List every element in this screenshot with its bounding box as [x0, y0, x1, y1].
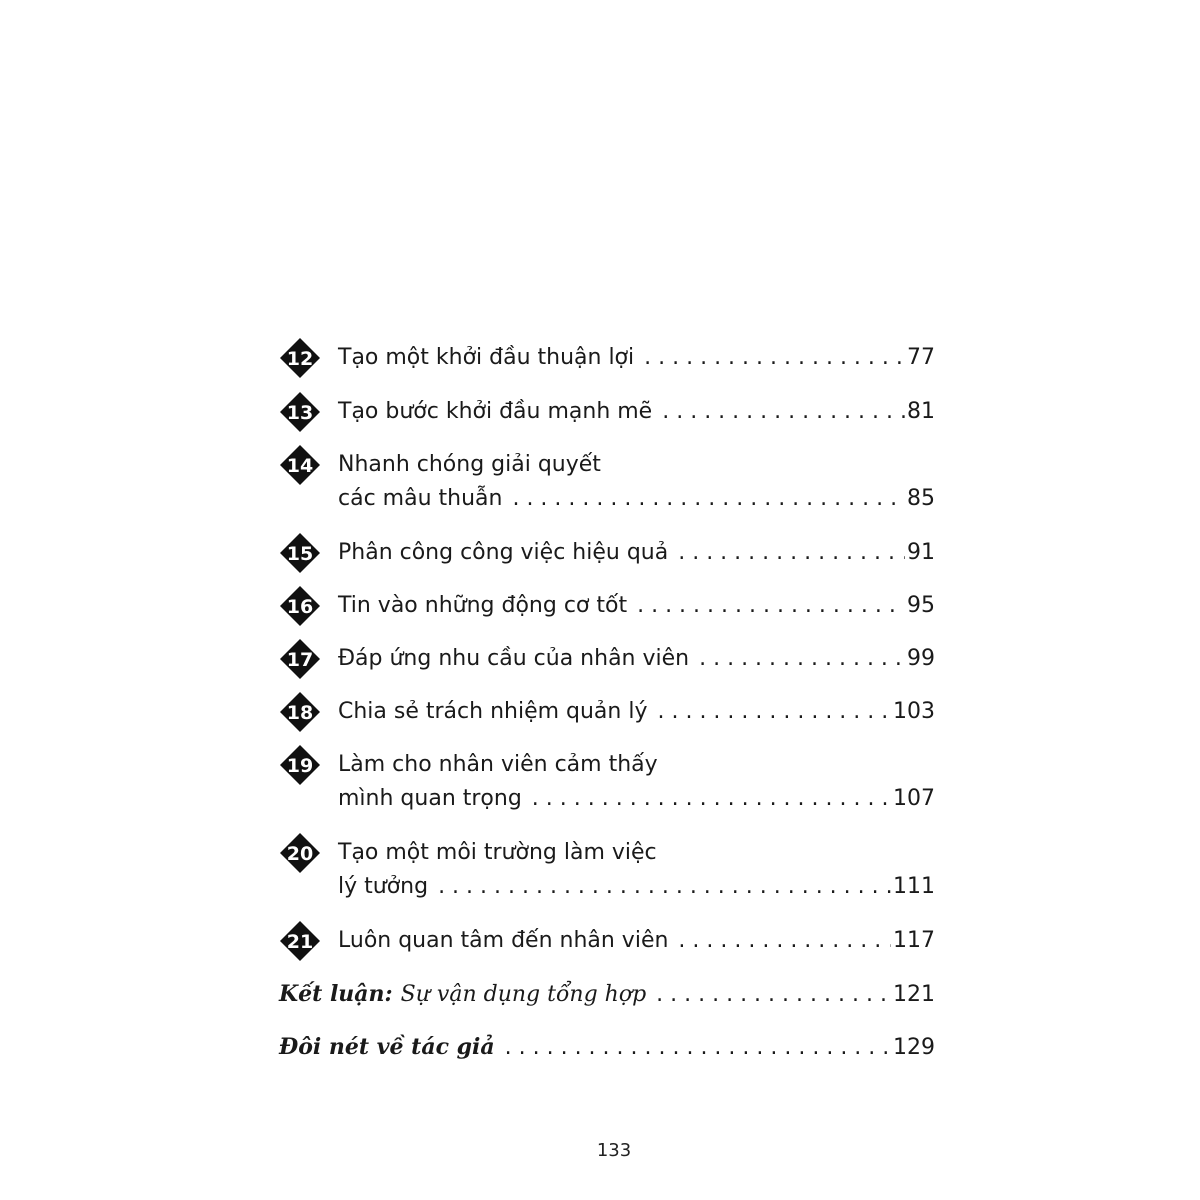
- dot-leader: [637, 589, 905, 623]
- entry-title: Luôn quan tâm đến nhân viên: [338, 928, 669, 953]
- chapter-number: 20: [286, 843, 314, 865]
- chapter-number-badge: [279, 444, 321, 486]
- entry-page: 95: [907, 593, 935, 618]
- chapter-number: 21: [286, 931, 314, 953]
- chapter-number-badge: [279, 744, 321, 786]
- chapter-number-badge: [279, 391, 321, 433]
- entry-title: Phân công công việc hiệu quả: [338, 540, 669, 565]
- chapter-number: 15: [286, 543, 314, 565]
- entry-page: 107: [893, 786, 935, 811]
- entry-page: 81: [907, 399, 935, 424]
- dot-leader: [657, 695, 891, 729]
- dot-leader: [662, 395, 905, 429]
- entry-page: 117: [893, 928, 935, 953]
- chapter-number: 13: [286, 402, 314, 424]
- chapter-number-badge: [279, 532, 321, 574]
- entry-title: Tạo một khởi đầu thuận lợi: [338, 345, 635, 370]
- chapter-number-badge: [279, 585, 321, 627]
- entry-title: Tạo bước khởi đầu mạnh mẽ: [338, 399, 653, 424]
- entry-page: 85: [907, 486, 935, 511]
- chapter-number-badge: [279, 337, 321, 379]
- dot-leader: [656, 978, 891, 1012]
- dot-leader: [505, 1031, 891, 1065]
- entry-page: 77: [907, 345, 935, 370]
- chapter-number: 12: [286, 348, 314, 370]
- entry-title: Chia sẻ trách nhiệm quản lý: [338, 699, 648, 724]
- chapter-number: 18: [286, 702, 314, 724]
- entry-page: 121: [893, 982, 935, 1007]
- page-number: 133: [596, 1140, 632, 1161]
- about-author-title: Đôi nét về tác giả: [279, 1034, 495, 1060]
- entry-title: Tin vào những động cơ tốt: [338, 593, 628, 618]
- dot-leader: [438, 870, 891, 904]
- chapter-number: 17: [286, 649, 314, 671]
- entry-title: Nhanh chóng giải quyết: [338, 452, 601, 477]
- entry-page: 103: [893, 699, 935, 724]
- entry-page: 111: [893, 874, 935, 899]
- chapter-number-badge: [279, 920, 321, 962]
- entry-title: Tạo một môi trường làm việc: [338, 840, 657, 865]
- conclusion-title: Sự vận dụng tổng hợp: [400, 982, 647, 1007]
- chapter-number-badge: [279, 638, 321, 680]
- entry-title: Làm cho nhân viên cảm thấy: [338, 752, 658, 777]
- dot-leader: [678, 536, 905, 570]
- dot-leader: [699, 642, 905, 676]
- dot-leader: [644, 341, 905, 375]
- dot-leader: [532, 782, 891, 816]
- chapter-number: 16: [286, 596, 314, 618]
- entry-page: 99: [907, 646, 935, 671]
- entry-title-continued: các mâu thuẫn: [338, 486, 503, 511]
- chapter-number-badge: [279, 691, 321, 733]
- dot-leader: [512, 482, 905, 516]
- entry-title: Đáp ứng nhu cầu của nhân viên: [338, 646, 690, 671]
- dot-leader: [678, 924, 891, 958]
- entry-title-continued: lý tưởng: [338, 874, 429, 899]
- entry-page: 91: [907, 540, 935, 565]
- chapter-number-badge: [279, 832, 321, 874]
- entry-page: 129: [893, 1035, 935, 1060]
- conclusion-label: Kết luận:: [279, 981, 393, 1007]
- chapter-number: 14: [286, 455, 314, 477]
- chapter-number: 19: [286, 755, 314, 777]
- entry-title-continued: mình quan trọng: [338, 786, 522, 811]
